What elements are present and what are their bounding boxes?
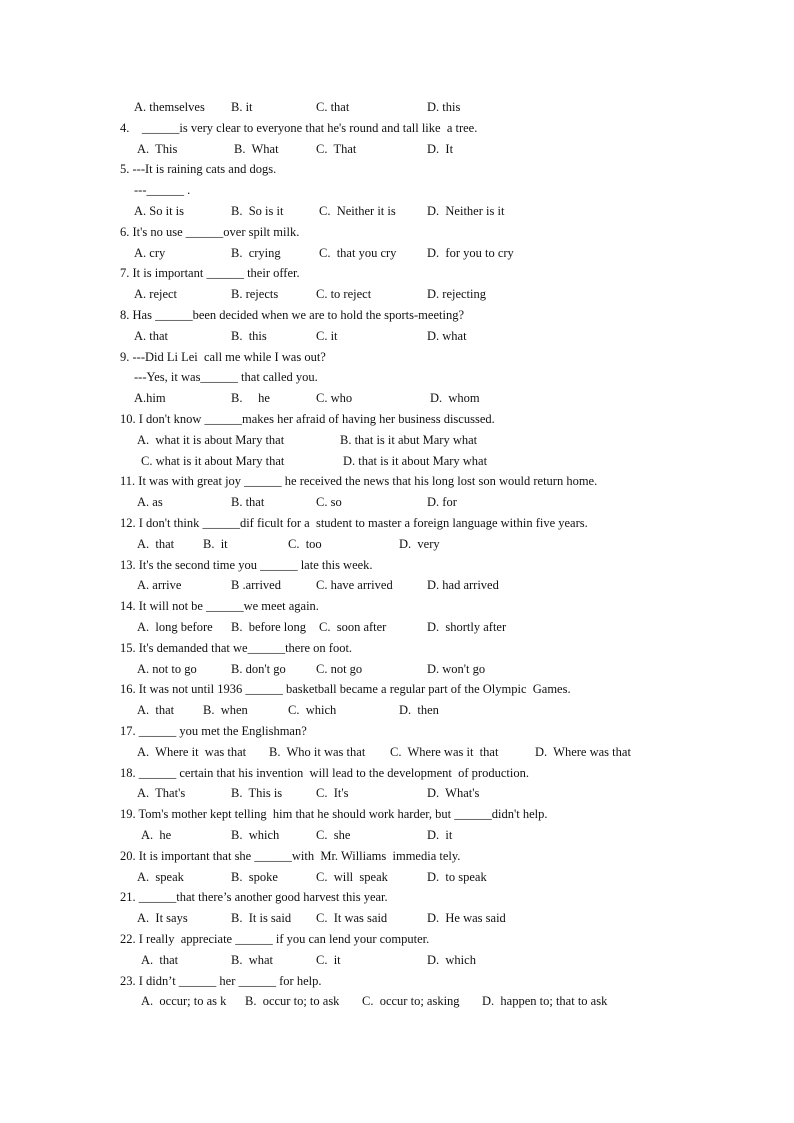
q7-option-a: A. reject	[134, 287, 178, 301]
q21-option-d: D. He was said	[427, 911, 506, 925]
q10-option-c: C. what is it about Mary that	[141, 454, 285, 468]
q22-option-a: A. that	[141, 953, 179, 967]
q12-option-b: B. it	[203, 537, 228, 551]
q18-option-c: C. It's	[316, 786, 349, 800]
q6-option-d: D. for you to cry	[427, 246, 514, 260]
q20-option-d: D. to speak	[427, 870, 487, 884]
q10-option-d: D. that is it about Mary what	[343, 454, 488, 468]
q19-option-d: D. it	[427, 828, 453, 842]
q5-option-d: D. Neither is it	[427, 204, 505, 218]
q16-option-a: A. that	[137, 703, 175, 717]
q13-option-c: C. have arrived	[316, 578, 393, 592]
q13-stem: 13. It's the second time you ______ late this week.	[120, 558, 373, 572]
q3-option-d: D. this	[427, 100, 461, 114]
q18-option-a: A. That's	[137, 786, 186, 800]
q6-stem: 6. It's no use ______over spilt milk.	[120, 225, 300, 239]
q9-option-d: D. whom	[430, 391, 480, 405]
q4-option-d: D. It	[427, 142, 454, 156]
q5-option-c: C. Neither it is	[319, 204, 396, 218]
q14-option-c: C. soon after	[319, 620, 387, 634]
q22-option-d: D. which	[427, 953, 476, 967]
q17-option-b: B. Who it was that	[269, 745, 366, 759]
q19-option-a: A. he	[141, 828, 172, 842]
q11-option-a: A. as	[137, 495, 163, 509]
q3-option-b: B. it	[231, 100, 253, 114]
q22-option-c: C. it	[316, 953, 341, 967]
q9-stem: 9. ---Did Li Lei call me while I was out?	[120, 350, 326, 364]
q7-option-d: D. rejecting	[427, 287, 487, 301]
q9-option-b: B. he	[231, 391, 270, 405]
q17-option-a: A. Where it was that	[137, 745, 247, 759]
q11-option-d: D. for	[427, 495, 457, 509]
q4-option-a: A. This	[137, 142, 178, 156]
q22-option-b: B. what	[231, 953, 274, 967]
q10-option-b: B. that is it abut Mary what	[340, 433, 478, 447]
q7-stem: 7. It is important ______ their offer.	[120, 266, 300, 280]
q21-stem: 21. ______that there’s another good harvest this year.	[120, 890, 388, 904]
q15-option-a: A. not to go	[137, 662, 197, 676]
q20-option-b: B. spoke	[231, 870, 278, 884]
q19-stem: 19. Tom's mother kept telling him that he should work harder, but ______didn't help.	[120, 807, 548, 821]
q8-option-a: A. that	[134, 329, 169, 343]
q6-option-c: C. that you cry	[319, 246, 397, 260]
q8-stem: 8. Has ______been decided when we are to hold the sports-meeting?	[120, 308, 464, 322]
q10-stem: 10. I don't know ______makes her afraid of having her business discussed.	[120, 412, 495, 426]
q11-option-b: B. that	[231, 495, 265, 509]
q20-option-c: C. will speak	[316, 870, 388, 884]
q14-option-d: D. shortly after	[427, 620, 507, 634]
q4-option-c: C. That	[316, 142, 357, 156]
q21-option-b: B. It is said	[231, 911, 292, 925]
q13-option-a: A. arrive	[137, 578, 182, 592]
q17-option-c: C. Where was it that	[390, 745, 499, 759]
q14-option-b: B. before long	[231, 620, 306, 634]
q5-option-a: A. So it is	[134, 204, 185, 218]
q13-option-b: B .arrived	[231, 578, 281, 592]
q11-option-c: C. so	[316, 495, 342, 509]
q16-option-d: D. then	[399, 703, 439, 717]
q18-stem: 18. ______ certain that his invention will lead to the development of production.	[120, 766, 529, 780]
q3-option-c: C. that	[316, 100, 350, 114]
q19-option-c: C. she	[316, 828, 351, 842]
q23-option-b: B. occur to; to ask	[245, 994, 340, 1008]
q23-option-a: A. occur; to as k	[141, 994, 227, 1008]
q9-stem-reply: ---Yes, it was______ that called you.	[134, 370, 318, 384]
q7-option-c: C. to reject	[316, 287, 372, 301]
q23-option-c: C. occur to; asking	[362, 994, 460, 1008]
q16-option-c: C. which	[288, 703, 337, 717]
q15-stem: 15. It's demanded that we______there on foot.	[120, 641, 353, 655]
q8-option-c: C. it	[316, 329, 338, 343]
q6-option-a: A. cry	[134, 246, 166, 260]
q22-stem: 22. I really appreciate ______ if you can lend your computer.	[120, 932, 430, 946]
q12-option-d: D. very	[399, 537, 440, 551]
q13-option-d: D. had arrived	[427, 578, 499, 592]
q23-stem: 23. I didn’t ______ her ______ for help.	[120, 974, 322, 988]
q10-option-a: A. what it is about Mary that	[137, 433, 285, 447]
q16-stem: 16. It was not until 1936 ______ basketball became a regular part of the Olympic Games.	[120, 682, 571, 696]
q18-option-d: D. What's	[427, 786, 480, 800]
q8-option-d: D. what	[427, 329, 467, 343]
q5-stem-reply: ---______ .	[134, 183, 191, 197]
q20-stem: 20. It is important that she ______with Mr. Williams immedia tely.	[120, 849, 461, 863]
q9-option-c: C. who	[316, 391, 353, 405]
q19-option-b: B. which	[231, 828, 280, 842]
q15-option-b: B. don't go	[231, 662, 286, 676]
q4-option-b: B. What	[234, 142, 279, 156]
q14-stem: 14. It will not be ______we meet again.	[120, 599, 319, 613]
q14-option-a: A. long before	[137, 620, 213, 634]
q12-option-c: C. too	[288, 537, 322, 551]
q7-option-b: B. rejects	[231, 287, 279, 301]
q15-option-c: C. not go	[316, 662, 363, 676]
q20-option-a: A. speak	[137, 870, 184, 884]
q9-option-a: A.him	[134, 391, 166, 405]
q21-option-a: A. It says	[137, 911, 188, 925]
q18-option-b: B. This is	[231, 786, 283, 800]
q23-option-d: D. happen to; that to ask	[482, 994, 608, 1008]
q3-option-a: A. themselves	[134, 100, 205, 114]
q6-option-b: B. crying	[231, 246, 281, 260]
q12-option-a: A. that	[137, 537, 175, 551]
q17-stem: 17. ______ you met the Englishman?	[120, 724, 307, 738]
q8-option-b: B. this	[231, 329, 267, 343]
q5-option-b: B. So is it	[231, 204, 284, 218]
q15-option-d: D. won't go	[427, 662, 486, 676]
q5-stem: 5. ---It is raining cats and dogs.	[120, 162, 277, 176]
q21-option-c: C. It was said	[316, 911, 388, 925]
q17-option-d: D. Where was that	[535, 745, 631, 759]
q4-stem: 4. ______is very clear to everyone that he's round and tall like a tree.	[120, 121, 478, 135]
q12-stem: 12. I don't think ______dif ficult for a student to master a foreign language within five years.	[120, 516, 588, 530]
q16-option-b: B. when	[203, 703, 248, 717]
q11-stem: 11. It was with great joy ______ he received the news that his long lost son would return home.	[120, 474, 598, 488]
